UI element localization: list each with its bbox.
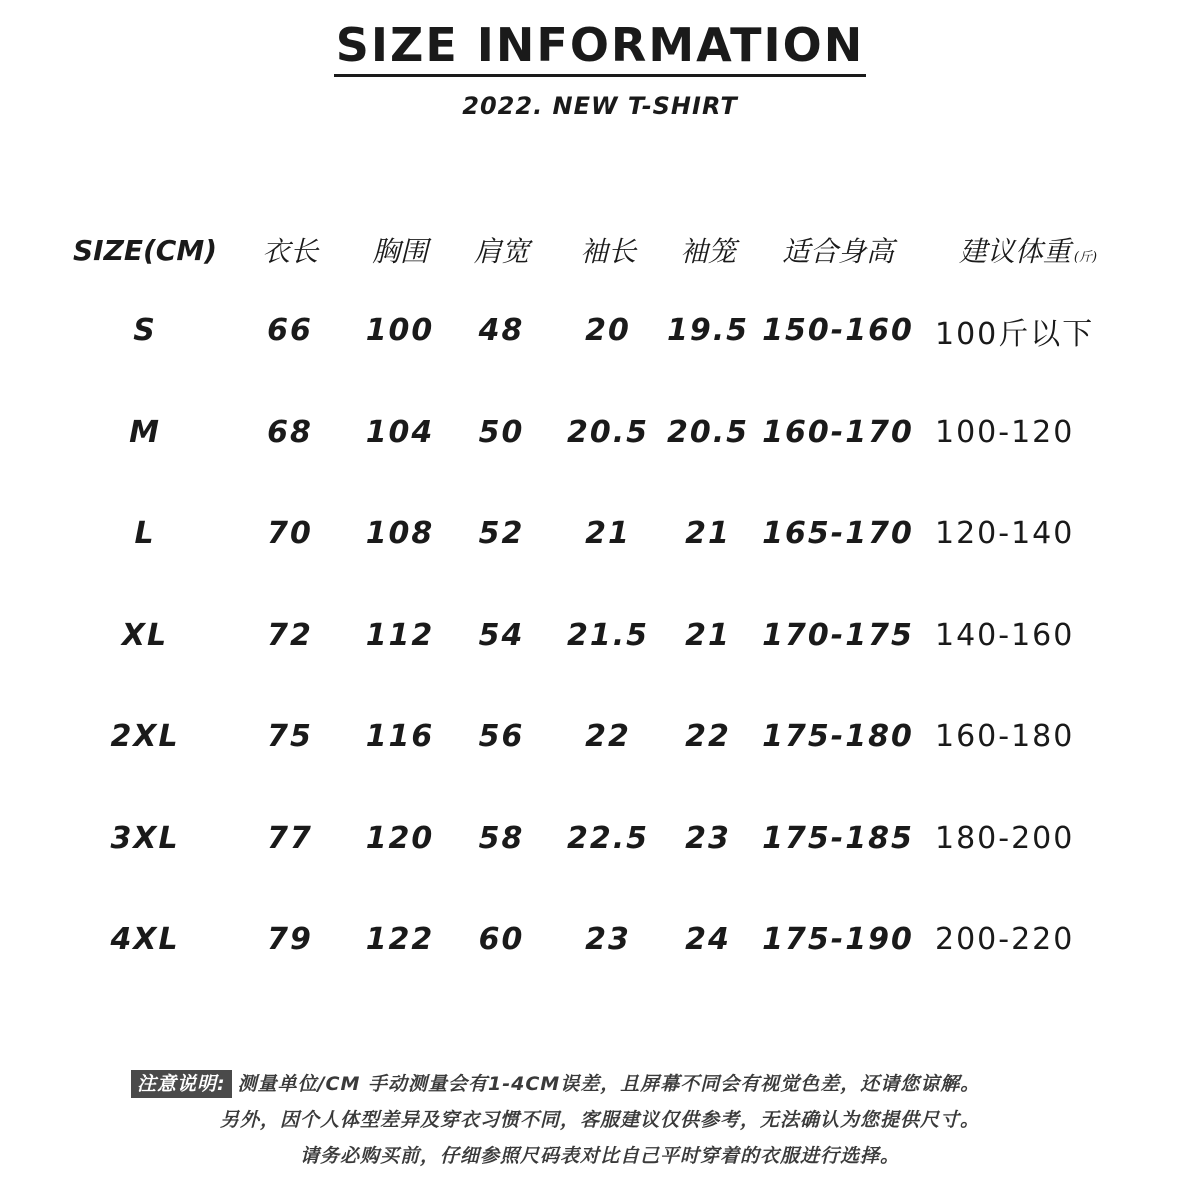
title-block	[0, 18, 1200, 77]
note-line	[0, 1066, 1200, 1102]
table-row	[60, 686, 1133, 788]
cell-size: 2XL	[110, 719, 180, 755]
table-row	[60, 788, 1133, 890]
cell-cuff: 21	[685, 516, 731, 552]
table-row	[60, 280, 1133, 382]
note-text-1: 测量单位/CM 手动测量会有1-4CM误差，且屏幕不同会有视觉色差，还请您谅解。	[237, 1073, 981, 1095]
cell-weight: 160-180	[935, 719, 1075, 755]
cell-length: 77	[267, 820, 313, 856]
cell-length: 72	[267, 617, 313, 653]
cell-length: 75	[267, 719, 313, 755]
cell-cuff: 20.5	[666, 414, 750, 450]
cell-shoulder: 48	[478, 313, 525, 349]
cell-shoulder: 50	[478, 414, 525, 450]
cell-chest: 108	[365, 516, 435, 552]
page-title: SIZE INFORMATION	[334, 18, 867, 77]
cell-size: XL	[121, 617, 169, 653]
cell-sleeve: 21.5	[566, 617, 650, 653]
notes-section	[0, 1066, 1200, 1174]
cell-shoulder: 52	[478, 516, 525, 552]
cell-cuff: 23	[685, 820, 731, 856]
cell-weight: 100斤以下	[935, 316, 1095, 352]
cell-chest: 120	[365, 820, 435, 856]
header-weight-unit: (斤)	[1073, 250, 1098, 265]
cell-height: 175-180	[762, 719, 914, 755]
header-weight-label: 建议体重	[958, 235, 1071, 268]
cell-length: 68	[267, 414, 313, 450]
note-text-2: 另外，因个人体型差异及穿衣习惯不同，客服建议仅供参考，无法确认为您提供尺寸。	[219, 1109, 980, 1131]
note-tag: 注意说明:	[131, 1070, 232, 1098]
cell-shoulder: 54	[478, 617, 525, 653]
note-text-3: 请务必购买前，仔细参照尺码表对比自己平时穿着的衣服进行选择。	[299, 1145, 900, 1167]
cell-length: 66	[267, 313, 313, 349]
cell-sleeve: 20.5	[566, 414, 650, 450]
cell-cuff: 24	[685, 922, 731, 958]
cell-cuff: 22	[685, 719, 731, 755]
header-sleeve: 袖长	[579, 235, 636, 268]
header-chest: 胸围	[371, 235, 428, 268]
table-row	[60, 483, 1133, 585]
cell-height: 175-185	[762, 820, 914, 856]
header-cuff: 袖笼	[679, 235, 736, 268]
cell-length: 79	[267, 922, 313, 958]
size-table	[60, 220, 1133, 991]
cell-size: 3XL	[110, 820, 180, 856]
table-row	[60, 889, 1133, 991]
cell-chest: 104	[365, 414, 435, 450]
table-header-row	[60, 220, 1133, 280]
cell-weight: 100-120	[935, 414, 1075, 450]
cell-sleeve: 22.5	[566, 820, 650, 856]
cell-size: 4XL	[110, 922, 180, 958]
page-subtitle: 2022. NEW T-SHIRT	[462, 92, 738, 120]
cell-size: L	[134, 516, 156, 552]
table-row	[60, 585, 1133, 687]
cell-height: 165-170	[762, 516, 914, 552]
cell-sleeve: 20	[585, 313, 631, 349]
cell-weight: 200-220	[935, 922, 1075, 958]
cell-shoulder: 60	[478, 922, 525, 958]
cell-size: M	[129, 414, 161, 450]
cell-length: 70	[267, 516, 313, 552]
cell-chest: 122	[365, 922, 435, 958]
header-size: SIZE(CM)	[72, 233, 218, 267]
cell-height: 170-175	[762, 617, 914, 653]
header-height: 适合身高	[781, 235, 894, 268]
cell-chest: 112	[365, 617, 435, 653]
cell-weight: 120-140	[935, 516, 1075, 552]
table-row	[60, 382, 1133, 484]
cell-shoulder: 58	[478, 820, 525, 856]
cell-sleeve: 23	[585, 922, 631, 958]
cell-height: 160-170	[762, 414, 914, 450]
cell-chest: 100	[365, 313, 435, 349]
cell-size: S	[133, 313, 157, 349]
cell-weight: 180-200	[935, 820, 1075, 856]
cell-cuff: 21	[685, 617, 731, 653]
cell-sleeve: 21	[585, 516, 631, 552]
header-shoulder: 肩宽	[473, 235, 530, 268]
cell-shoulder: 56	[478, 719, 525, 755]
cell-height: 175-190	[762, 922, 914, 958]
header-weight	[923, 220, 1133, 280]
cell-chest: 116	[365, 719, 435, 755]
cell-sleeve: 22	[585, 719, 631, 755]
cell-weight: 140-160	[935, 617, 1075, 653]
cell-height: 150-160	[762, 313, 914, 349]
header-length: 衣长	[261, 235, 318, 268]
cell-cuff: 19.5	[666, 313, 750, 349]
